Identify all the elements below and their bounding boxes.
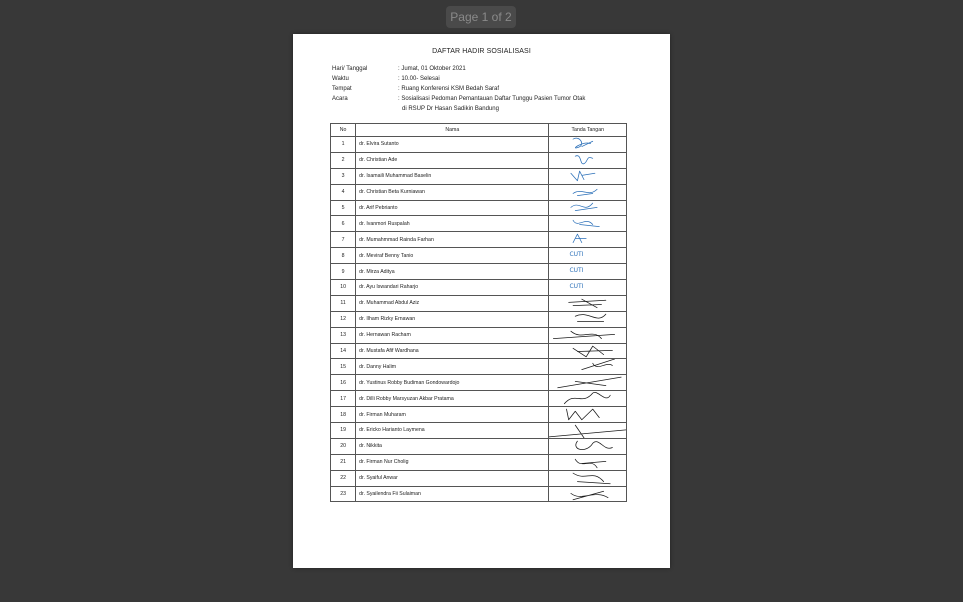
attendee-name: dr. Firman Muharam [356,407,549,423]
leave-note: CUTI [569,267,584,275]
signature-cell [549,168,627,184]
attendee-name: dr. Mumahmmad Rainda Farhan [356,232,549,248]
meta-row-time [332,74,652,84]
handwritten-signature [549,153,626,168]
table-row [331,168,627,184]
signature-cell [549,152,627,168]
signature-cell [549,486,627,502]
signature-cell [549,184,627,200]
attendee-name: dr. Ericko Harianto Laymena [356,423,549,439]
attendee-name: dr. Mustafa Afif Wardhana [356,343,549,359]
row-number: 1 [331,137,356,153]
row-number: 5 [331,200,356,216]
table-row [331,152,627,168]
handwritten-signature [549,359,626,374]
attendee-name: dr. Ivanmori Ruspalah [356,216,549,232]
attendee-name: dr. Yustinus Robby Budiman Gondowardojo [356,375,549,391]
table-row [331,438,627,454]
handwritten-signature [549,312,626,327]
table-row [331,200,627,216]
meta-row-event [332,94,652,104]
handwritten-signature [549,391,626,406]
attendee-name: dr. Elvira Sutanto [356,137,549,153]
meta-value: : Sosialisasi Pedoman Pemantauan Daftar Tunggu Pasien Tumor Otak [398,96,586,102]
row-number: 3 [331,168,356,184]
table-row [331,232,627,248]
attendee-name: dr. Syaiful Anwar [356,470,549,486]
attendance-table [330,123,627,502]
attendee-name: dr. Mirza Aditya [356,264,549,280]
meta-value: : Jumat, 01 Oktober 2021 [398,66,466,72]
row-number: 4 [331,184,356,200]
attendee-name: dr. Hernawan Racham [356,327,549,343]
attendee-name: dr. Arif Pebrianto [356,200,549,216]
attendee-name: dr. Ilham Rizky Ernawan [356,311,549,327]
meta-label: Acara [332,96,348,102]
table-row [331,248,627,264]
leave-note: CUTI [569,251,584,259]
handwritten-signature [549,328,626,343]
meta-value: : Ruang Konferensi KSM Bedah Saraf [398,86,500,92]
row-number: 7 [331,232,356,248]
signature-cell [549,280,627,296]
signature-cell [549,200,627,216]
meta-label: Waktu [332,76,349,82]
signature-cell [549,248,627,264]
signature-cell [549,375,627,391]
meta-event-continuation: di RSUP Dr Hasan Sadikin Bandung [402,106,499,112]
signature-cell [549,232,627,248]
handwritten-signature [549,232,626,247]
header-name: Nama [356,124,549,137]
meta-row-date [332,64,652,74]
signature-cell [549,311,627,327]
attendee-name: dr. Nikkita [356,438,549,454]
table-row [331,391,627,407]
row-number: 9 [331,264,356,280]
table-row [331,137,627,153]
signature-cell [549,264,627,280]
attendee-name: dr. Danny Halim [356,359,549,375]
row-number: 21 [331,454,356,470]
signature-cell [549,327,627,343]
table-header-row [331,124,627,137]
row-number: 13 [331,327,356,343]
handwritten-signature [549,455,626,470]
row-number: 14 [331,343,356,359]
handwritten-signature [549,169,626,184]
row-number: 18 [331,407,356,423]
row-number: 20 [331,438,356,454]
handwritten-signature [549,201,626,216]
handwritten-signature [549,375,626,390]
signature-cell [549,423,627,439]
table-row [331,295,627,311]
row-number: 17 [331,391,356,407]
signature-cell [549,216,627,232]
attendee-name: dr. Firman Nur Cholig [356,454,549,470]
row-number: 10 [331,280,356,296]
signature-cell [549,343,627,359]
attendee-name: dr. Meviraf Benny Tanio [356,248,549,264]
table-row [331,216,627,232]
attendance-rows [331,137,627,502]
table-row [331,280,627,296]
signature-cell [549,454,627,470]
row-number: 6 [331,216,356,232]
signature-cell [549,438,627,454]
meta-label: Tempat [332,86,352,92]
attendee-name: dr. Ayu Iswandari Raharjo [356,280,549,296]
handwritten-signature [549,216,626,231]
signature-cell [549,295,627,311]
table-row [331,327,627,343]
signature-cell [549,359,627,375]
table-row [331,454,627,470]
event-details [332,64,652,114]
table-row [331,407,627,423]
handwritten-signature [549,471,626,486]
signature-cell [549,407,627,423]
row-number: 19 [331,423,356,439]
row-number: 16 [331,375,356,391]
document-page [293,34,670,568]
handwritten-signature [549,407,626,422]
header-no: No [331,124,356,137]
table-row [331,184,627,200]
attendee-name: dr. Isamaili Muhammad Baselin [356,168,549,184]
handwritten-signature [549,423,626,438]
table-row [331,470,627,486]
signature-cell [549,137,627,153]
row-number: 15 [331,359,356,375]
handwritten-signature [549,487,626,502]
header-signature: Tanda Tangan [549,124,627,137]
table-row [331,486,627,502]
row-number: 11 [331,295,356,311]
meta-label: Hari/ Tanggal [332,66,368,72]
table-row [331,343,627,359]
row-number: 23 [331,486,356,502]
table-row [331,264,627,280]
handwritten-signature [549,185,626,200]
meta-row-place [332,84,652,94]
row-number: 22 [331,470,356,486]
signature-cell [549,470,627,486]
meta-value: : 10.00- Selesai [398,76,440,82]
attendee-name: dr. Muhammad Abdul Aziz [356,295,549,311]
attendee-name: dr. Syailendra Fii Sulaiman [356,486,549,502]
page-indicator: Page 1 of 2 [446,6,516,28]
handwritten-signature [549,344,626,359]
handwritten-signature [549,296,626,311]
handwritten-signature [549,439,626,454]
table-row [331,311,627,327]
handwritten-signature [549,137,626,152]
table-row [331,423,627,439]
signature-cell [549,391,627,407]
attendee-name: dr. Christian Ade [356,152,549,168]
attendee-name: dr. Christian Beta Kurniawan [356,184,549,200]
row-number: 8 [331,248,356,264]
table-row [331,359,627,375]
row-number: 12 [331,311,356,327]
row-number: 2 [331,152,356,168]
table-row [331,375,627,391]
document-title: DAFTAR HADIR SOSIALISASI [432,48,531,55]
leave-note: CUTI [569,283,584,291]
attendee-name: dr. Dilli Robby Marsyuzan Akbar Pratama [356,391,549,407]
